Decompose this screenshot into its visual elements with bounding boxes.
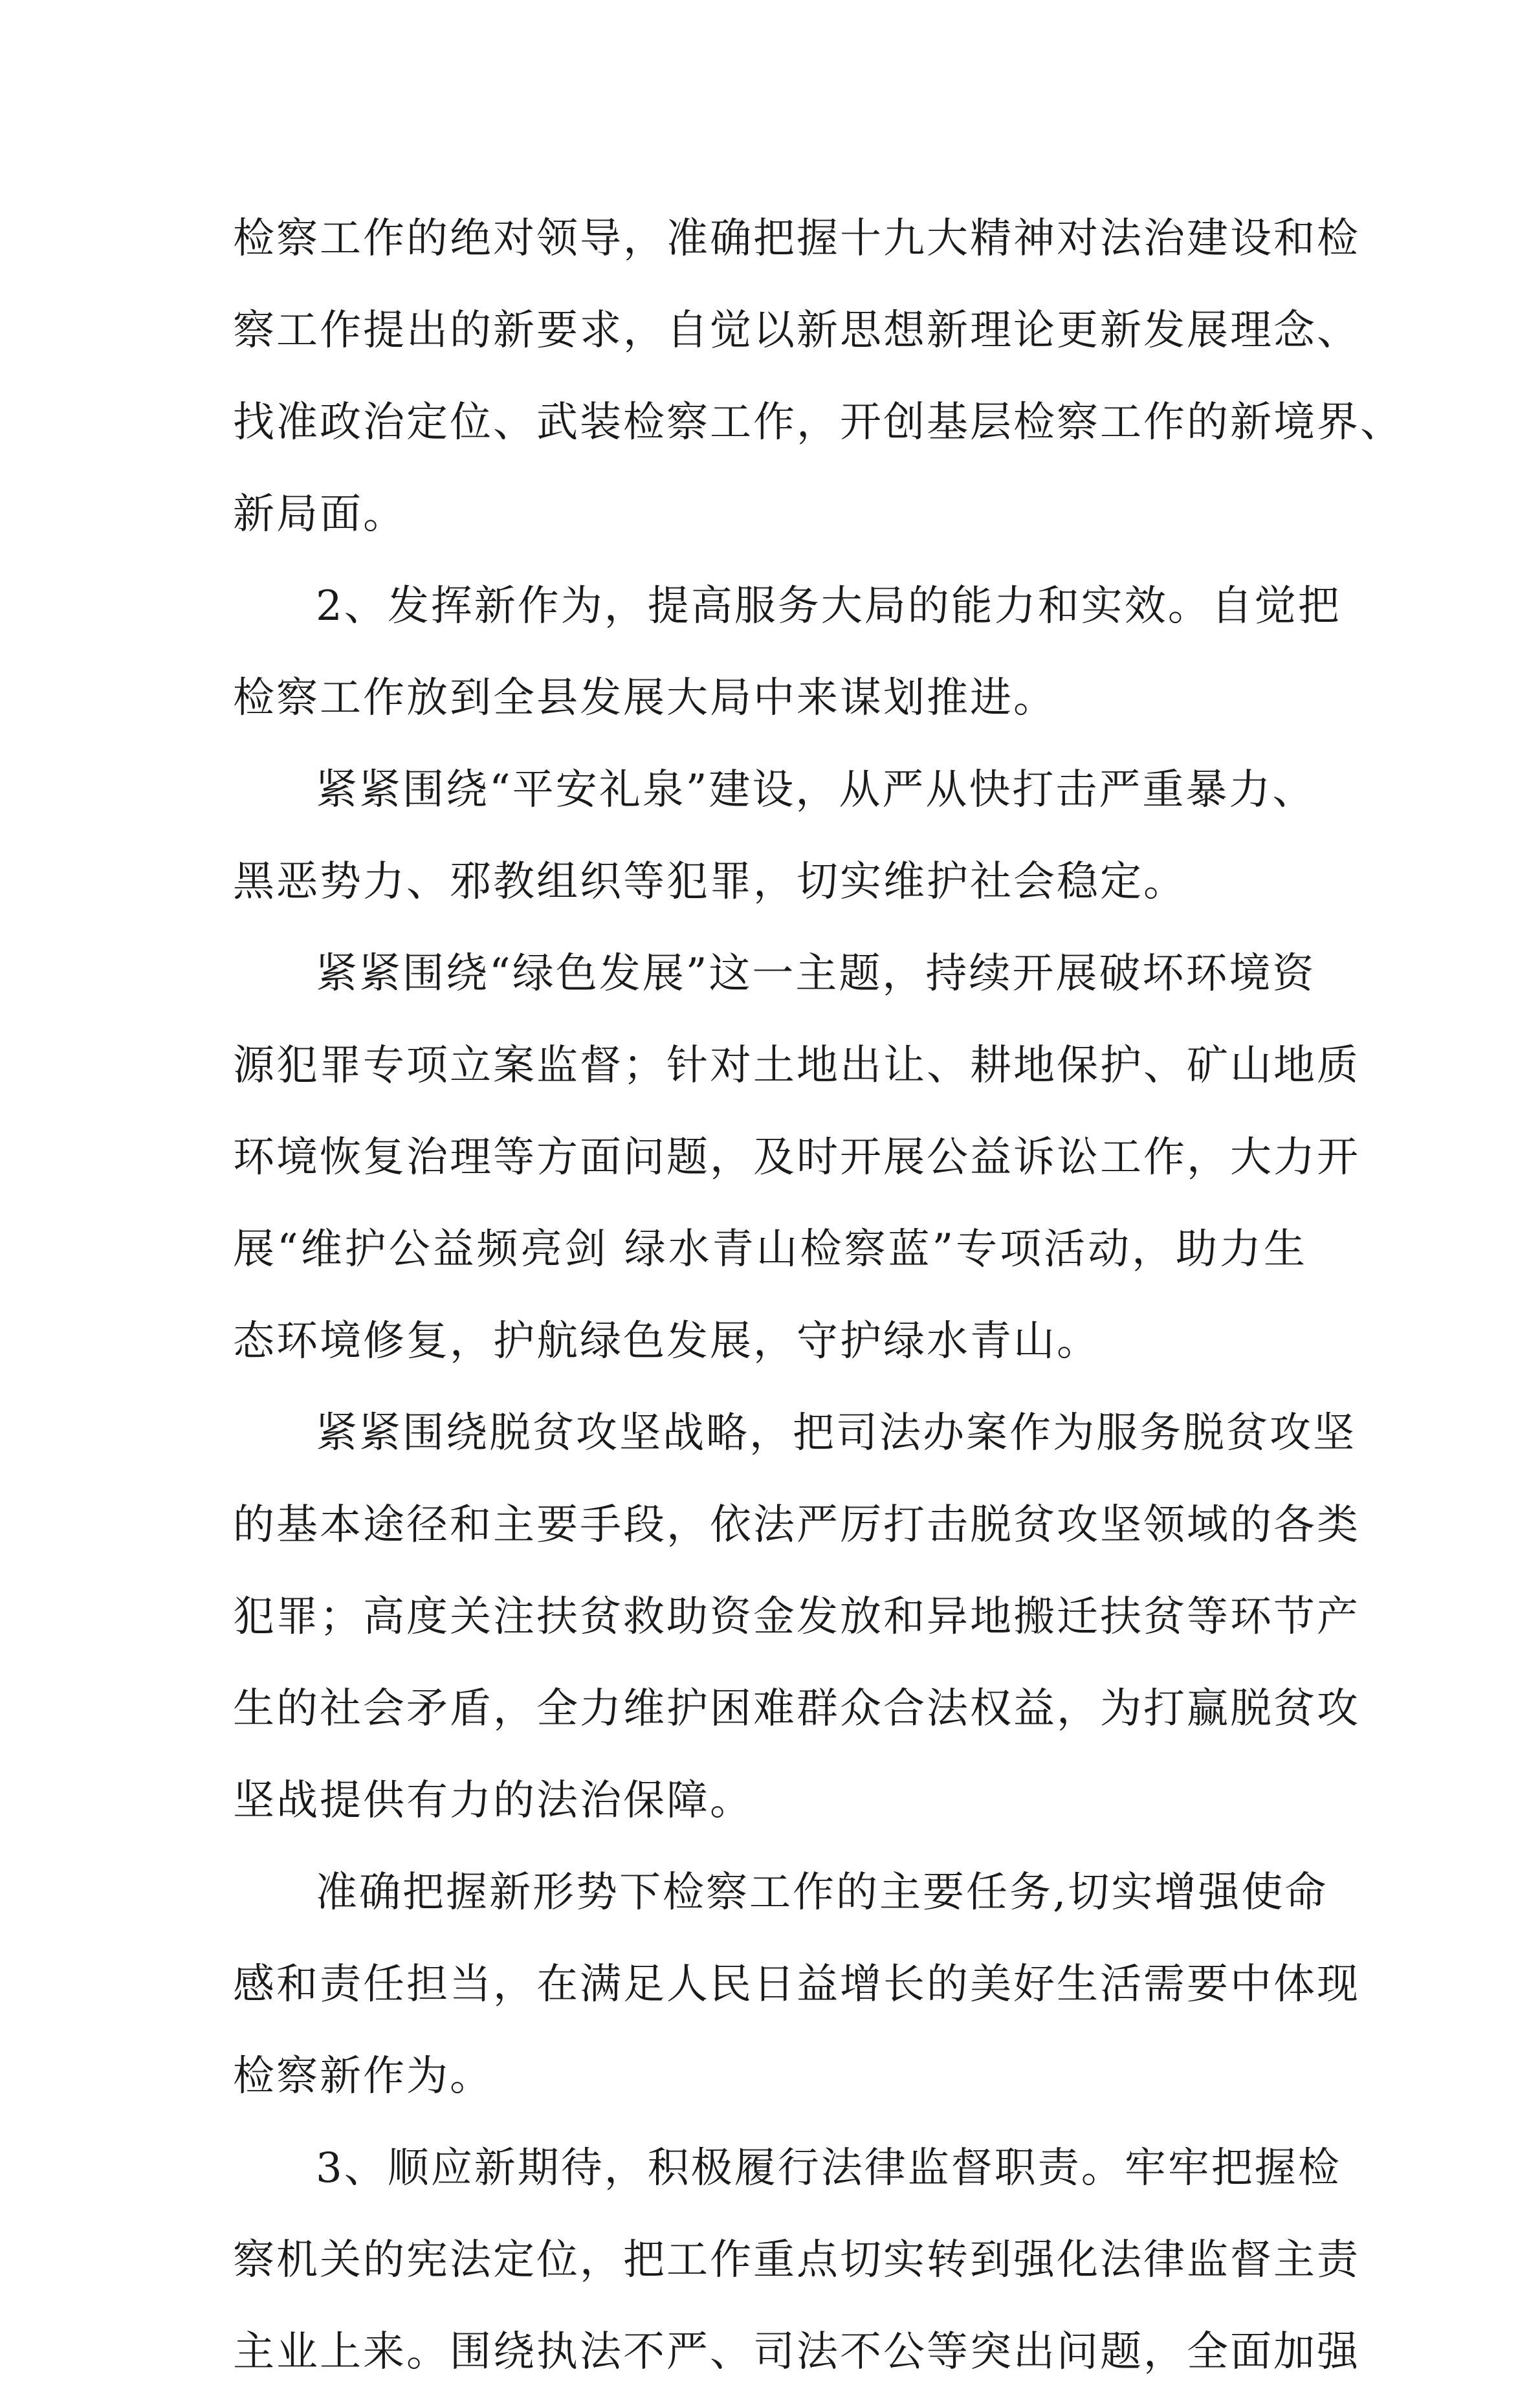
text-line: 紧紧围绕“绿色发展”这一主题，持续开展破坏环境资 — [316, 950, 1316, 998]
text-line: 黑恶势力、邪教组织等犯罪，切实维护社会稳定。 — [233, 858, 1187, 906]
text-line: 坚战提供有力的法治保障。 — [233, 1777, 753, 1825]
text-line: 紧紧围绕脱贫攻坚战略，把司法办案作为服务脱贫攻坚 — [316, 1409, 1356, 1457]
text-line: 犯罪；高度关注扶贫救助资金发放和异地搬迁扶贫等环节产 — [233, 1593, 1360, 1641]
text-line: 检察新作为。 — [233, 2052, 493, 2100]
text-line: 展“维护公益频亮剑 绿水青山检察蓝”专项活动，助力生 — [233, 1226, 1307, 1273]
text-line: 主业上来。围绕执法不严、司法不公等突出问题，全面加强 — [233, 2328, 1360, 2376]
text-line: 生的社会矛盾，全力维护困难群众合法权益，为打赢脱贫攻 — [233, 1685, 1360, 1733]
text-line: 找准政治定位、武装检察工作，开创基层检察工作的新境界、 — [233, 399, 1403, 446]
text-line: 检察工作的绝对领导，准确把握十九大精神对法治建设和检 — [233, 215, 1360, 263]
text-line: 感和责任担当，在满足人民日益增长的美好生活需要中体现 — [233, 1961, 1360, 2008]
text-line: 紧紧围绕“平安礼泉”建设，从严从快打击严重暴力、 — [316, 766, 1316, 814]
text-line: 源犯罪专项立案监督；针对土地出让、耕地保护、矿山地质 — [233, 1042, 1360, 1090]
text-line: 2、发挥新作为，提高服务大局的能力和实效。自觉把 — [316, 582, 1341, 630]
body-text — [233, 193, 1403, 2398]
text-line: 态环境修复，护航绿色发展，守护绿水青山。 — [233, 1317, 1100, 1365]
text-line: 3、顺应新期待，积极履行法律监督职责。牢牢把握检 — [316, 2144, 1341, 2192]
text-line: 准确把握新形势下检察工作的主要任务,切实增强使命 — [316, 1869, 1328, 1917]
text-line: 的基本途径和主要手段，依法严厉打击脱贫攻坚领域的各类 — [233, 1501, 1360, 1549]
text-line: 检察工作放到全县发展大局中来谋划推进。 — [233, 674, 1057, 722]
text-line: 察机关的宪法定位，把工作重点切实转到强化法律监督主责 — [233, 2236, 1360, 2284]
text-line: 新局面。 — [233, 490, 406, 538]
text-line: 察工作提出的新要求，自觉以新思想新理论更新发展理念、 — [233, 307, 1360, 355]
text-line: 环境恢复治理等方面问题，及时开展公益诉讼工作，大力开 — [233, 1134, 1360, 1182]
